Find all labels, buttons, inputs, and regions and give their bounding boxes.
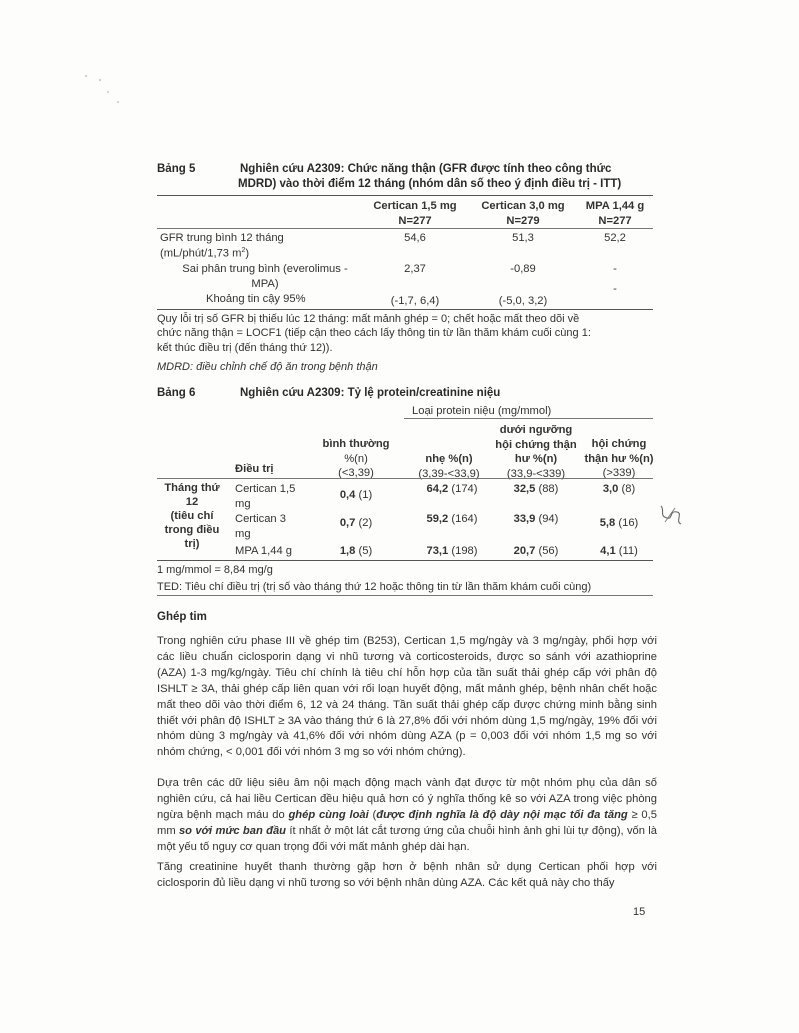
table6-cell: 64,2 (174) bbox=[426, 483, 478, 495]
table6-bottom-rule bbox=[157, 560, 653, 561]
table-row: Certican 3 mg bbox=[235, 513, 286, 540]
table5-diff-certican-1-5: 2,37 bbox=[404, 263, 426, 275]
table6-cell: 73,1 (198) bbox=[426, 545, 478, 557]
table5-note-mdrd: MDRD: điều chỉnh chế độ ăn trong bệnh thận bbox=[157, 361, 378, 373]
table6-cell: 4,1 (11) bbox=[600, 545, 638, 557]
table6-cell: 0,7 (2) bbox=[339, 517, 373, 529]
table6-h-treatment: Điều trị bbox=[235, 463, 274, 475]
table5-bottom-rule bbox=[157, 309, 653, 310]
table6-h-normal: bình thường %(n) (<3,39) bbox=[322, 438, 390, 480]
page-number: 15 bbox=[633, 906, 646, 918]
table5-title-line2: MDRD) vào thời điểm 12 tháng (nhóm dân số theo ý định điều trị - ITT) bbox=[238, 178, 622, 191]
signature-mark bbox=[655, 500, 689, 530]
table5-title-line1: Nghiên cứu A2309: Chức năng thận (GFR được tính theo công thức bbox=[240, 163, 612, 175]
section-heading-heart-transplant: Ghép tim bbox=[157, 611, 207, 623]
table5-row-diff-label: Sai phân trung bình (everolimus - MPA) bbox=[182, 263, 348, 290]
table5-ci-mpa: - bbox=[613, 283, 617, 295]
table6-cell: 32,5 (88) bbox=[513, 483, 559, 495]
table6-header-rule bbox=[157, 478, 653, 479]
table6-h-mild: nhẹ %(n) (3,39-<33,9) bbox=[418, 453, 480, 480]
table6-title: Nghiên cứu A2309: Tỷ lệ protein/creatinine niệu bbox=[240, 387, 501, 399]
table5-note-missing-data: Quy lỗi trị số GFR bị thiếu lúc 12 tháng: mất mảnh ghép = 0; chết hoặc mất theo dõi về chức năng thận = LOCF1 (tiếp cận theo cách lấy thông tin từ lần thăm khám cuối cùng 1: kết thúc điều trị (đến tháng thứ 12)). bbox=[157, 313, 591, 354]
table6-h-subnephrotic: dưới ngưỡng hội chứng thận hư %(n) (33,9-<339) bbox=[495, 424, 577, 480]
scan-marks bbox=[78, 68, 128, 108]
table6-cell: 3,0 (8) bbox=[602, 483, 636, 495]
table6-cell: 59,2 (164) bbox=[426, 513, 478, 525]
table6-note-conversion: 1 mg/mmol = 8,84 mg/g bbox=[157, 564, 273, 576]
table6-group-month12: Tháng thứ 12 (tiêu chí trong điều trị) bbox=[164, 482, 220, 550]
paragraph-creatinine: Tăng creatinine huyết thanh thường gặp hơn ở bệnh nhân sử dụng Certican phối hợp với ciclosporin đủ liều dạng vi nhũ tương so với bệnh nhân dùng AZA. Các kết quả này cho thấy bbox=[157, 861, 657, 889]
table6-cell: 5,8 (16) bbox=[599, 517, 639, 529]
table5-top-rule bbox=[157, 195, 653, 196]
table6-cell: 1,8 (5) bbox=[339, 545, 373, 557]
table5-diff-mpa: - bbox=[613, 263, 617, 275]
table5-col-mpa: MPA 1,44 g N=277 bbox=[585, 200, 645, 227]
table5-row-ci-label: Khoảng tin cậy 95% bbox=[206, 293, 306, 305]
table5-col-certican-1-5: Certican 1,5 mg N=277 bbox=[373, 200, 457, 227]
table5-header-rule bbox=[157, 228, 653, 229]
table5-ci-certican-1-5: (-1,7, 6,4) bbox=[390, 295, 440, 307]
table-row: Certican 1,5 mg bbox=[235, 483, 296, 510]
table6-cell: 20,7 (56) bbox=[513, 545, 559, 557]
table5-diff-certican-3-0: -0,89 bbox=[510, 263, 536, 275]
table6-note-rule bbox=[157, 595, 653, 596]
table5-col-certican-3-0: Certican 3,0 mg N=279 bbox=[481, 200, 565, 227]
table6-cell: 0,4 (1) bbox=[339, 489, 373, 501]
table6-cell: 33,9 (94) bbox=[513, 513, 559, 525]
table6-spanner-rule bbox=[404, 418, 653, 419]
paragraph-b253-study: Trong nghiên cứu phase III về ghép tim (B253), Certican 1,5 mg/ngày và 3 mg/ngày, phối hợp với các liều chuẩn ciclosporin dạng vi nhũ tương và corticosteroids, được so sánh với azathioprine (AZA) 1-3 mg/kg/ngày. Tiêu chí chính là tiêu chí hỗn hợp của tần suất thải ghép cấp với phân độ ISHLT ≥ 3A, thải ghép cấp liên quan với rối loạn huyết động, mất mảnh ghép, bệnh nhân chết hoặc mất theo dõi vào thời điểm 6, 12 và 24 tháng. Tần suất thải ghép cấp được chứng minh bằng sinh thiết với phân độ ISHLT ≥ 3A vào tháng thứ 6 là 27,8% đối với nhóm dùng 1,5 mg/ngày, 19% đối với nhóm dùng 3 mg/ngày và 41,6% đối với nhóm dùng AZA (p = 0,003 đối với nhóm 1,5 mg so với nhóm chứng, < 0,001 đối với nhóm 3 mg so với nhóm chứng). bbox=[157, 635, 657, 759]
table5-gfr-certican-3-0: 51,3 bbox=[512, 232, 534, 244]
table5-ci-certican-3-0: (-5,0, 3,2) bbox=[498, 295, 548, 307]
paragraph-ivus-data: Dựa trên các dữ liệu siêu âm nội mạch động mạch vành đạt được từ một nhóm phụ của dân số nghiên cứu, cả hai liều Certican đều hiệu quả hơn có ý nghĩa thống kê so với AZA trong việc phòng ngừa bệnh mạch máu do ghép cùng loài (được định nghĩa là độ dày nội mạc tối đa tăng ≥ 0,5 mm so với mức ban đầu ít nhất ở một lát cắt tương ứng của chuỗi hình ảnh ghi lùi tự động), vốn là một yếu tố nguy cơ quan trọng đối với mất mảnh ghép dài hạn. bbox=[157, 777, 658, 853]
table5-title bbox=[240, 162, 660, 192]
table-row: MPA 1,44 g bbox=[235, 545, 293, 557]
table6-spanner: Loại protein niệu (mg/mmol) bbox=[412, 405, 552, 417]
table5-gfr-certican-1-5: 54,6 bbox=[404, 232, 426, 244]
table5-gfr-mpa: 52,2 bbox=[604, 232, 626, 244]
table5-label: Bảng 5 bbox=[157, 163, 196, 175]
table6-label: Bảng 6 bbox=[157, 387, 196, 399]
table5-row-gfr-label: GFR trung bình 12 tháng (mL/phút/1,73 $m^2$) bbox=[160, 232, 284, 260]
table6-note-ted: TED: Tiêu chí điều trị (trị số vào tháng thứ 12 hoặc thông tin từ lần thăm khám cuối cùng) bbox=[157, 581, 592, 593]
table6-h-nephrotic: hội chứng thận hư %(n) (>339) bbox=[584, 438, 654, 480]
